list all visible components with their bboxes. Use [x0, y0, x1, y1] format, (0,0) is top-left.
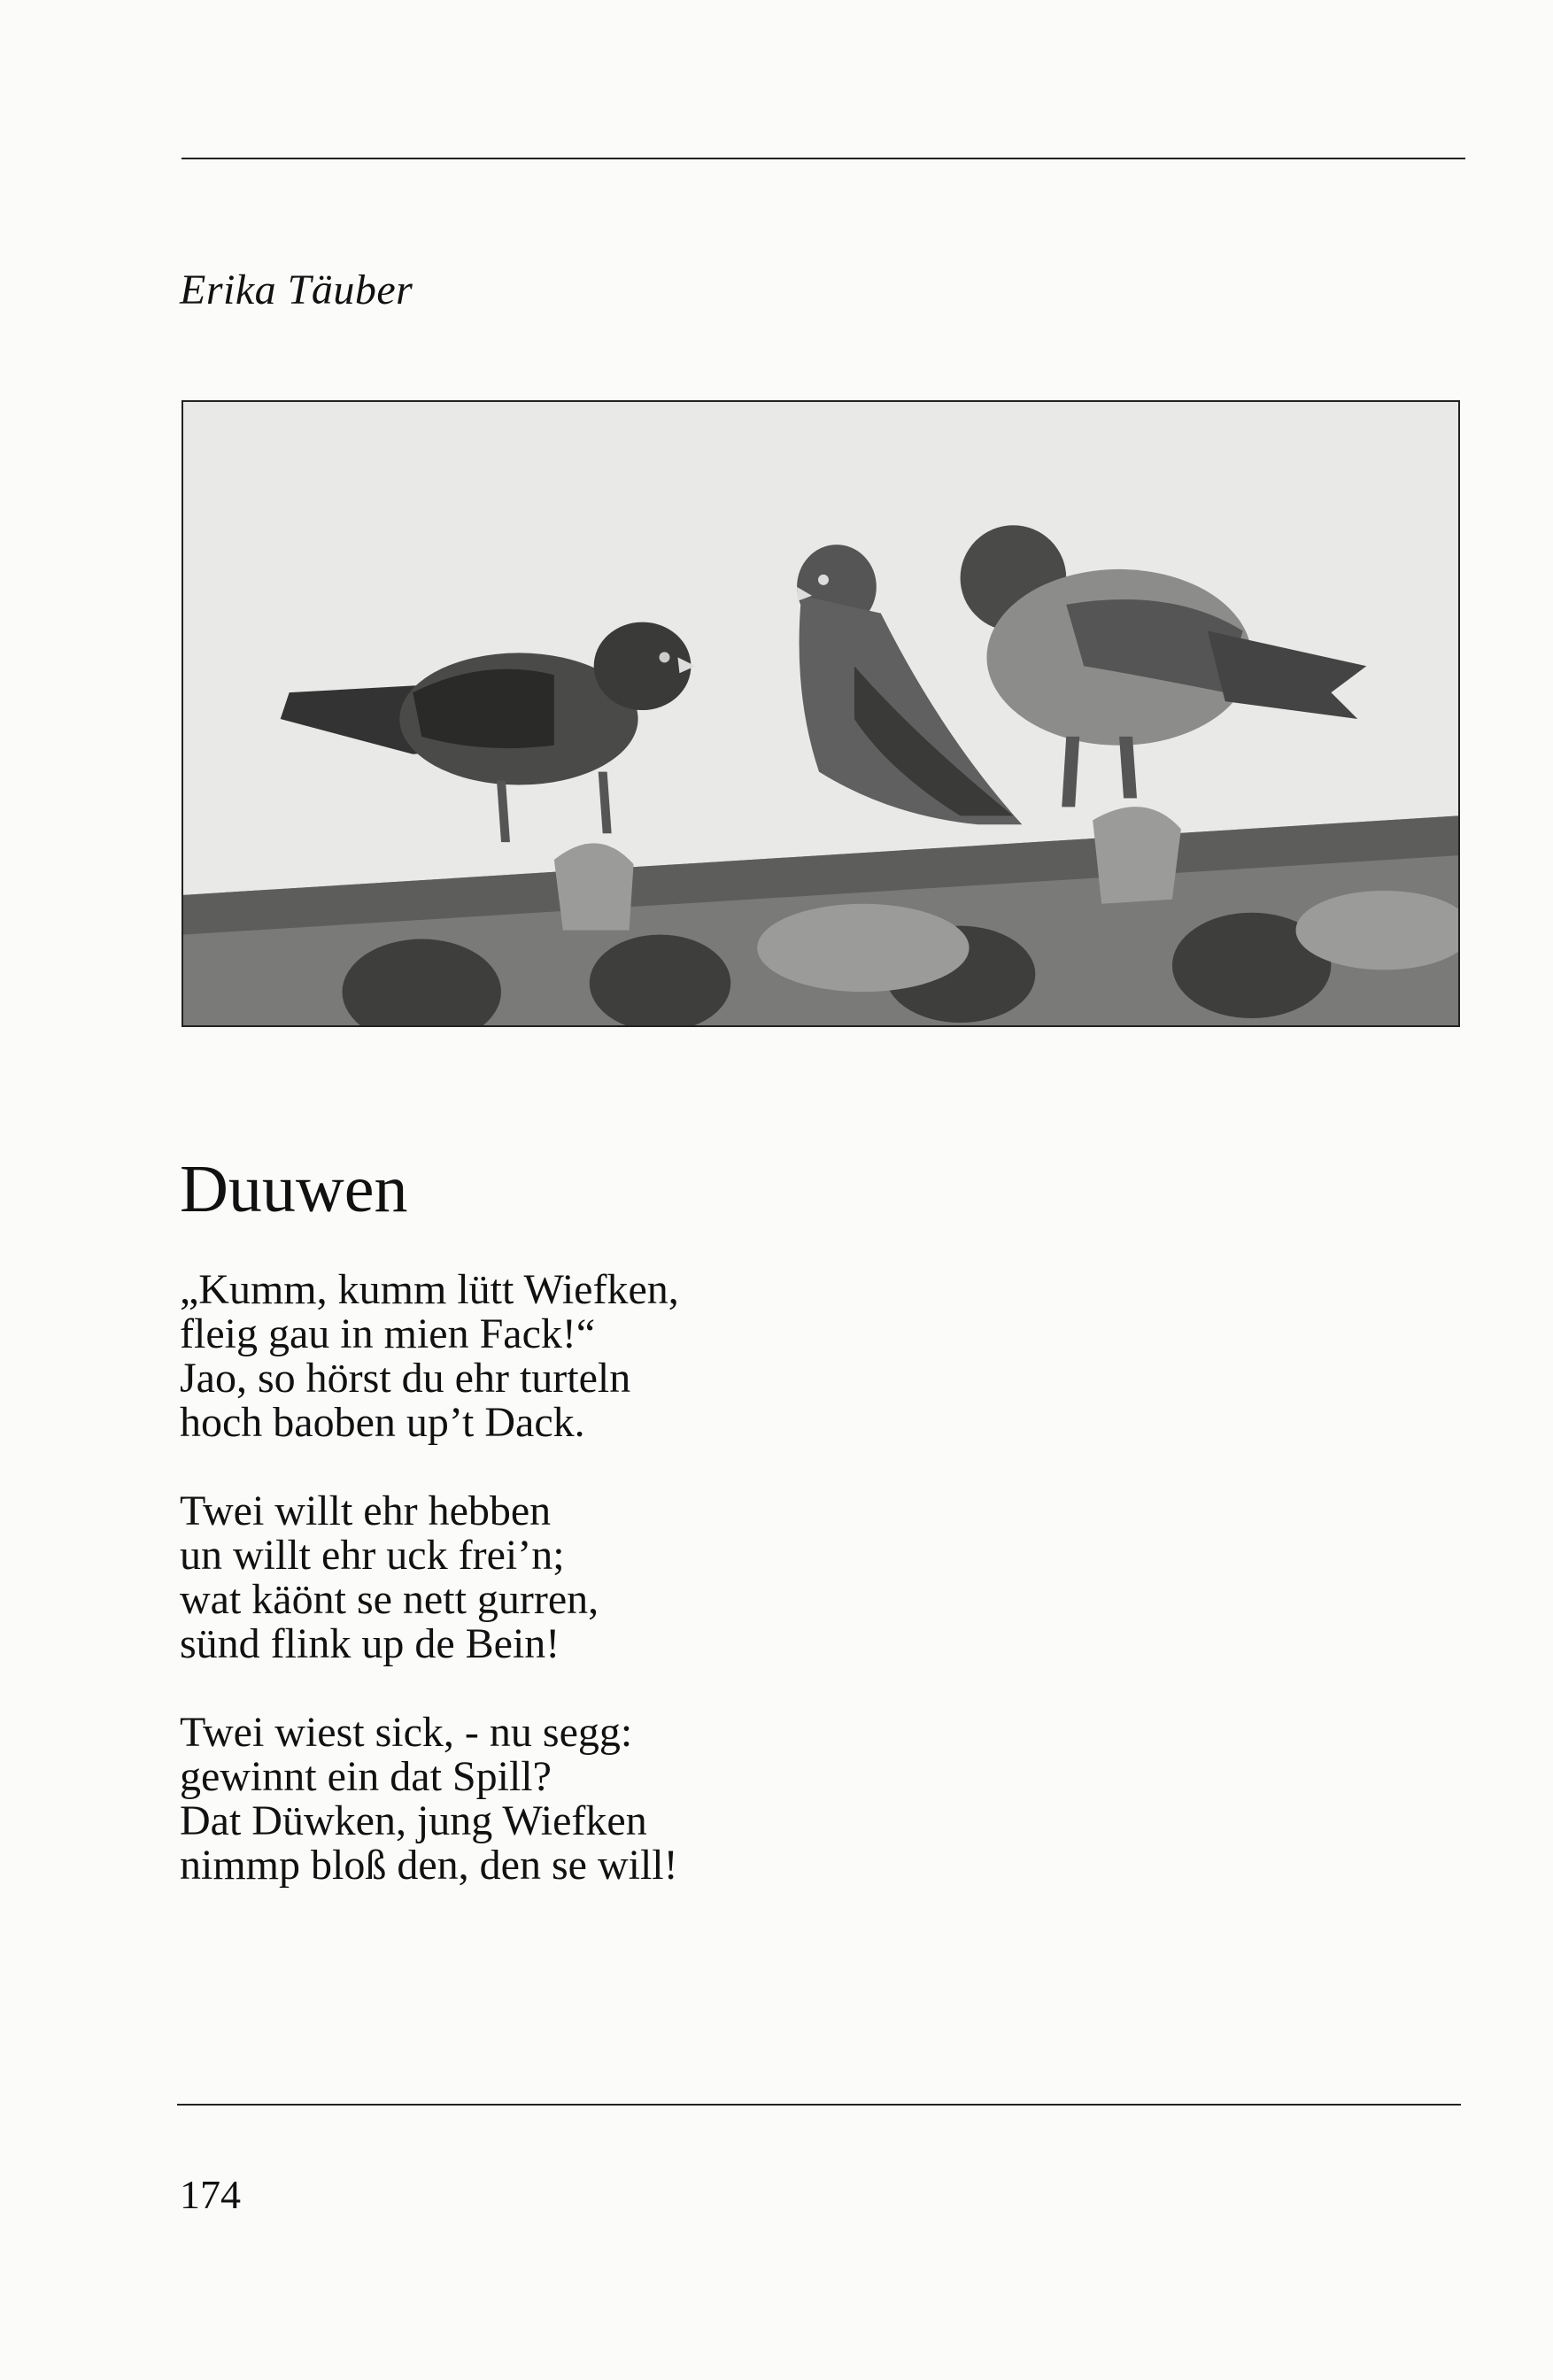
- poem-line: Twei wiest sick, - nu segg:: [180, 1709, 633, 1756]
- pigeons-photo: [182, 400, 1460, 1027]
- poem-line: wat käönt se nett gurren,: [180, 1576, 599, 1623]
- poem-body: [180, 1268, 679, 1932]
- stanza-1: [180, 1268, 679, 1445]
- stanza-3: [180, 1711, 679, 1888]
- poem-title: Duuwen: [180, 1152, 408, 1226]
- poem-line: sünd flink up de Bein!: [180, 1620, 560, 1667]
- poem-line: gewinnt ein dat Spill?: [180, 1753, 552, 1800]
- poem-line: Dat Düwken, jung Wiefken: [180, 1797, 647, 1844]
- stanza-2: [180, 1489, 679, 1666]
- page-number: 174: [180, 2172, 241, 2217]
- poem-line: „Kumm, kumm lütt Wiefken,: [180, 1266, 679, 1313]
- poem-line: Twei willt ehr hebben: [180, 1488, 552, 1534]
- poem-line: nimmp bloß den, den se will!: [180, 1842, 678, 1889]
- poem-line: un willt ehr uck frei’n;: [180, 1532, 565, 1579]
- poem-line: fleig gau in mien Fack!“: [180, 1310, 596, 1357]
- header-rule: [182, 158, 1465, 159]
- pigeons-illustration: [183, 402, 1458, 1025]
- author-name: Erika Täuber: [180, 267, 413, 313]
- poem-line: hoch baoben up’t Dack.: [180, 1399, 585, 1446]
- footer-rule: [177, 2104, 1461, 2106]
- poem-line: Jao, so hörst du ehr turteln: [180, 1355, 631, 1402]
